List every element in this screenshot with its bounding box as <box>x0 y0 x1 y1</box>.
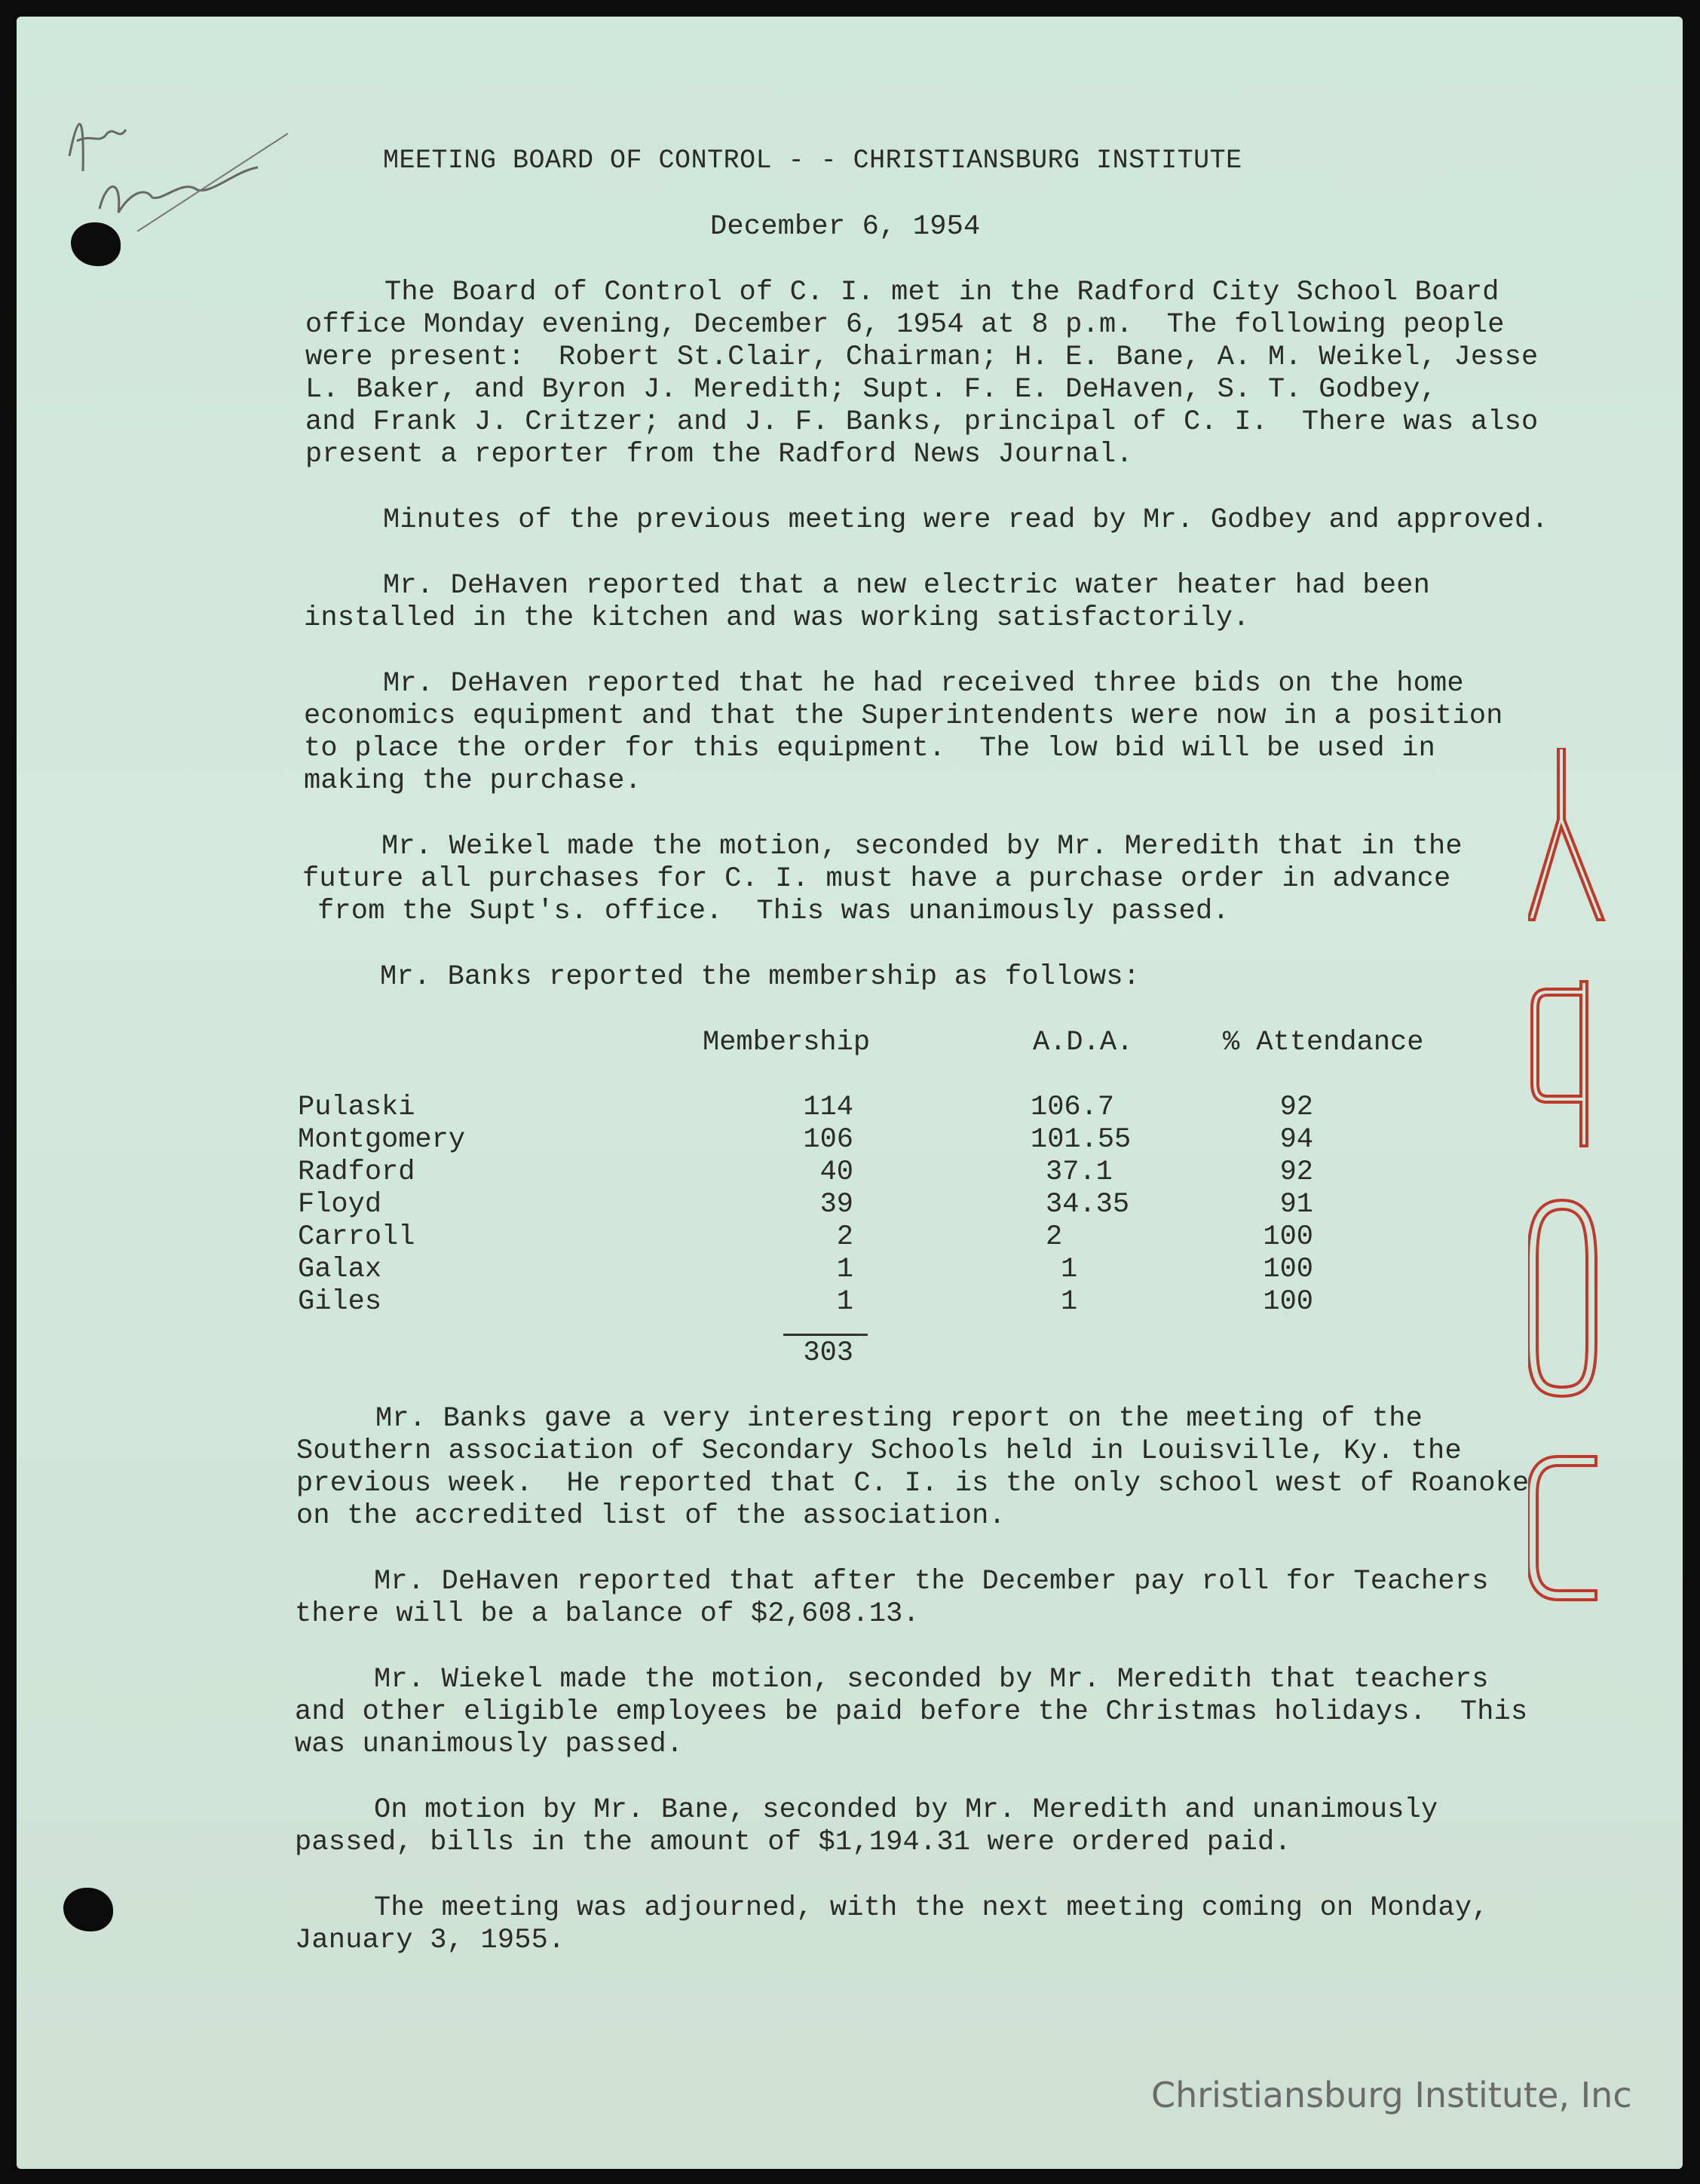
copy-stamp-icon <box>1528 748 1611 1607</box>
table-header-ada: A.D.A. <box>1033 1027 1134 1058</box>
paragraph-line: Mr. Banks gave a very interesting report on the meeting of the <box>375 1403 1423 1435</box>
punch-hole <box>63 1888 113 1931</box>
county-cell: Giles <box>298 1286 382 1318</box>
paragraph-line: The meeting was adjourned, with the next meeting coming on Monday, <box>374 1892 1489 1924</box>
handwritten-margin-note <box>62 88 288 231</box>
paragraph-line: passed, bills in the amount of $1,194.31 were ordered paid. <box>295 1827 1291 1858</box>
handwritten-signature-icon <box>62 88 288 231</box>
paragraph-line: January 3, 1955. <box>295 1925 565 1956</box>
paragraph-line: L. Baker, and Byron J. Meredith; Supt. F. E. DeHaven, S. T. Godbey, <box>305 374 1438 406</box>
ada-cell: 1 <box>1061 1286 1078 1318</box>
ada-cell: 2 <box>1046 1221 1063 1253</box>
paragraph-line: Mr. Weikel made the motion, seconded by Mr. Meredith that in the <box>381 831 1463 862</box>
paragraph-line: office Monday evening, December 6, 1954 at 8 p.m. The following people <box>305 309 1505 341</box>
document-page <box>17 17 1683 2169</box>
membership-cell: 106 <box>803 1124 853 1156</box>
county-cell: Galax <box>298 1254 382 1285</box>
attendance-cell: 94 <box>1279 1124 1313 1156</box>
watermark: Christiansburg Institute, Inc <box>1151 2075 1632 2115</box>
paragraph-line: from the Supt's. office. This was unanimously passed. <box>317 896 1230 927</box>
attendance-cell: 92 <box>1279 1092 1313 1123</box>
paragraph-line: Southern association of Secondary Schools held in Louisville, Ky. the <box>296 1435 1462 1467</box>
attendance-cell: 91 <box>1279 1189 1313 1221</box>
copy-stamp <box>1528 748 1611 1611</box>
paragraph-line: On motion by Mr. Bane, seconded by Mr. Meredith and unanimously <box>374 1794 1438 1826</box>
county-cell: Carroll <box>298 1221 415 1253</box>
paragraph-line: there will be a balance of $2,608.13. <box>295 1598 920 1630</box>
paragraph-line: and Frank J. Critzer; and J. F. Banks, principal of C. I. There was also <box>305 406 1539 438</box>
paragraph-line: Mr. DeHaven reported that he had received three bids on the home <box>383 668 1464 700</box>
ada-cell: 34.35 <box>1046 1189 1130 1221</box>
table-header-membership: Membership <box>703 1027 871 1058</box>
ada-cell: 37.1 <box>1046 1156 1113 1188</box>
ada-cell: 101.55 <box>1031 1124 1132 1156</box>
membership-cell: 2 <box>836 1221 853 1253</box>
county-cell: Pulaski <box>298 1092 415 1123</box>
total-underline <box>783 1334 868 1336</box>
membership-cell: 1 <box>836 1286 853 1318</box>
attendance-cell: 100 <box>1263 1221 1313 1253</box>
paragraph-line: installed in the kitchen and was working satisfactorily. <box>304 602 1250 634</box>
paragraph-line: Mr. DeHaven reported that after the December pay roll for Teachers <box>374 1566 1489 1597</box>
paragraph-line: future all purchases for C. I. must have a purchase order in advance <box>302 863 1451 895</box>
paragraph-line: Mr. Wiekel made the motion, seconded by Mr. Meredith that teachers <box>374 1664 1489 1695</box>
attendance-cell: 92 <box>1279 1156 1313 1188</box>
paragraph-line: The Board of Control of C. I. met in the Radford City School Board <box>384 277 1499 308</box>
attendance-cell: 100 <box>1263 1254 1313 1285</box>
membership-total: 303 <box>803 1337 853 1369</box>
paragraph-line: Minutes of the previous meeting were read by Mr. Godbey and approved. <box>383 504 1548 536</box>
paragraph-line: on the accredited list of the association. <box>296 1500 1006 1532</box>
paragraph-line: previous week. He reported that C. I. is the only school west of Roanoke <box>296 1468 1530 1499</box>
table-header-attendance: % Attendance <box>1223 1027 1424 1058</box>
ada-cell: 1 <box>1061 1254 1078 1285</box>
paragraph-line: making the purchase. <box>304 765 642 797</box>
membership-cell: 1 <box>836 1254 853 1285</box>
document-title: MEETING BOARD OF CONTROL - - CHRISTIANSBURG INSTITUTE <box>383 145 1242 176</box>
paragraph-line: were present: Robert St.Clair, Chairman; H. E. Bane, A. M. Weikel, Jesse <box>305 342 1539 373</box>
county-cell: Radford <box>298 1156 415 1188</box>
paragraph-line: and other eligible employees be paid before the Christmas holidays. This <box>295 1696 1528 1728</box>
membership-cell: 114 <box>803 1092 853 1123</box>
paragraph-line: to place the order for this equipment. The low bid will be used in <box>304 733 1436 764</box>
attendance-cell: 100 <box>1263 1286 1313 1318</box>
ada-cell: 106.7 <box>1031 1092 1115 1123</box>
paragraph-line: present a reporter from the Radford News Journal. <box>305 439 1133 470</box>
paragraph-line: was unanimously passed. <box>295 1729 684 1760</box>
county-cell: Montgomery <box>298 1124 466 1156</box>
paragraph-line: Mr. DeHaven reported that a new electric water heater had been <box>383 570 1431 602</box>
membership-cell: 39 <box>819 1189 853 1221</box>
document-date: December 6, 1954 <box>710 211 981 243</box>
paragraph-line: economics equipment and that the Superintendents were now in a position <box>304 700 1503 732</box>
county-cell: Floyd <box>298 1189 382 1221</box>
paragraph-line: Mr. Banks reported the membership as follows: <box>380 961 1141 993</box>
membership-cell: 40 <box>819 1156 853 1188</box>
